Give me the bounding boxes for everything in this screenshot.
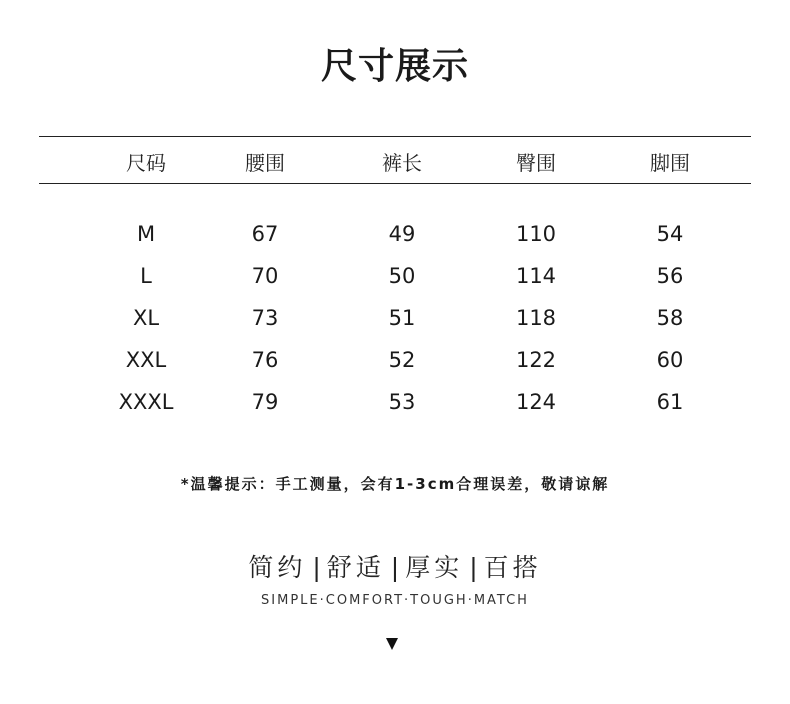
- table-header-row: [0, 137, 790, 183]
- length-cell: 53: [388, 390, 416, 414]
- hem-cell: 61: [656, 390, 684, 414]
- hip-cell: 122: [515, 348, 557, 372]
- header-hip: 臀围: [516, 151, 556, 175]
- table-row: [0, 348, 790, 390]
- length-cell: 52: [388, 348, 416, 372]
- feature-tagline-english: SIMPLE·COMFORT·TOUGH·MATCH: [261, 593, 529, 608]
- table-row: [0, 222, 790, 264]
- size-cell: L: [140, 264, 152, 288]
- feature-thick: 厚实: [405, 553, 464, 582]
- hem-cell: 58: [656, 306, 684, 330]
- length-cell: 50: [388, 264, 416, 288]
- waist-cell: 70: [251, 264, 279, 288]
- length-cell: 51: [388, 306, 416, 330]
- waist-cell: 79: [251, 390, 279, 414]
- waist-cell: 67: [251, 222, 279, 246]
- triangle-down-icon: [386, 638, 398, 650]
- hip-cell: 110: [515, 222, 557, 246]
- size-cell: M: [136, 222, 156, 246]
- hem-cell: 60: [656, 348, 684, 372]
- size-cell: XXL: [125, 348, 167, 372]
- header-size: 尺码: [126, 151, 166, 175]
- header-length: 裤长: [382, 151, 422, 175]
- size-table-body: [0, 222, 790, 432]
- hip-cell: 118: [515, 306, 557, 330]
- measurement-note: *温馨提示：手工测量，会有1-3cm合理误差，敬请谅解: [180, 475, 610, 493]
- table-header-rule: [39, 183, 751, 184]
- size-cell: XXXL: [118, 390, 174, 414]
- feature-simple: 简约: [248, 553, 307, 582]
- feature-tagline: [0, 548, 790, 584]
- hip-cell: 124: [515, 390, 557, 414]
- feature-comfort: 舒适: [326, 553, 385, 582]
- table-row: [0, 264, 790, 306]
- waist-cell: 73: [251, 306, 279, 330]
- feature-separator: |: [469, 553, 478, 582]
- length-cell: 49: [388, 222, 416, 246]
- feature-separator: |: [390, 553, 400, 582]
- feature-separator: |: [312, 553, 321, 582]
- table-row: [0, 390, 790, 432]
- page-title: 尺寸展示: [320, 46, 469, 87]
- header-waist: 腰围: [245, 151, 285, 175]
- hem-cell: 56: [656, 264, 684, 288]
- table-row: [0, 306, 790, 348]
- size-cell: XL: [132, 306, 160, 330]
- feature-match: 百搭: [483, 553, 542, 582]
- hem-cell: 54: [656, 222, 684, 246]
- header-hem: 脚围: [650, 151, 690, 175]
- hip-cell: 114: [515, 264, 557, 288]
- waist-cell: 76: [251, 348, 279, 372]
